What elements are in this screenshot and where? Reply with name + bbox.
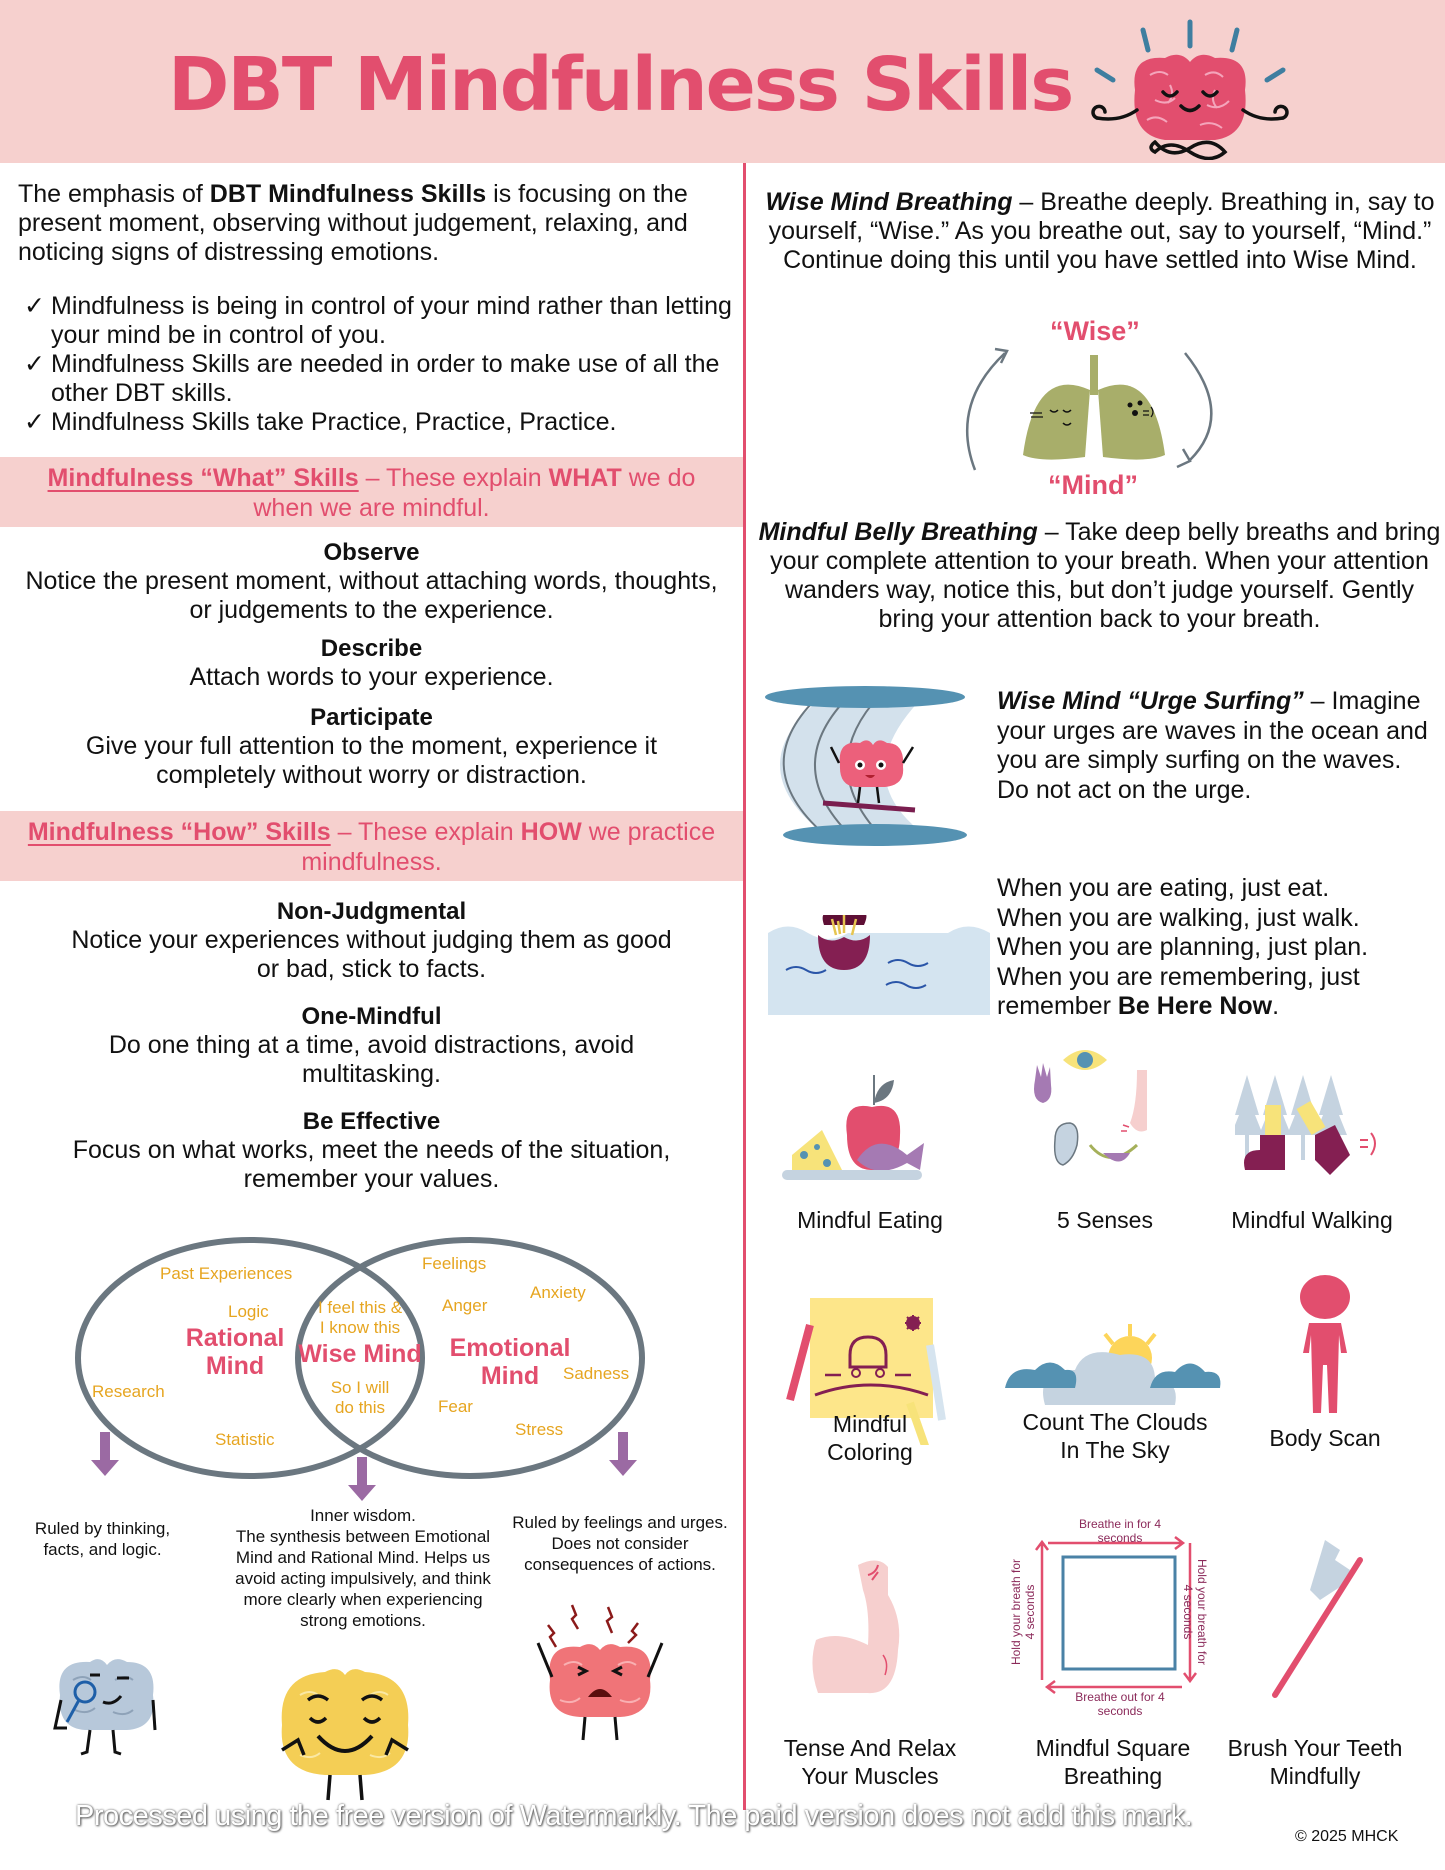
- square-breathing-text: Mindful Square Breathing: [1035, 1735, 1191, 1789]
- wise-bottom-text: [285, 1378, 435, 1418]
- activity-label-mindful-coloring: [775, 1410, 965, 1466]
- be-here-now-prefix: remember: [997, 992, 1118, 1020]
- what-skills-title: Mindfulness “What” Skills: [47, 464, 359, 492]
- intro-bold: DBT Mindfulness Skills: [209, 180, 487, 208]
- five-senses-icon: [1025, 1045, 1175, 1185]
- skill-describe: [20, 634, 723, 692]
- venn-word: Anxiety: [530, 1283, 586, 1302]
- rational-mind-description: Ruled by thinking, facts, and logic.: [34, 1519, 171, 1559]
- count-clouds-text: Count The Clouds In The Sky: [1022, 1409, 1208, 1463]
- skill-one-mindful: [20, 1002, 723, 1089]
- activity-label-five-senses: 5 Senses: [1057, 1207, 1153, 1233]
- wise-mind-breathing-text: [760, 188, 1440, 275]
- list-item: [24, 350, 736, 408]
- checkmark-icon: ✓: [24, 292, 45, 320]
- wise-mind-venn-diagram: [70, 1230, 670, 1490]
- activity-label-brush-teeth: [1220, 1734, 1410, 1790]
- page-title: DBT Mindfulness Skills: [168, 42, 1073, 128]
- square-breathing-right-label: Hold your breath for 4 seconds: [1181, 1558, 1209, 1666]
- venn-word: Sadness: [563, 1364, 630, 1383]
- rational-line1: Rational: [185, 1324, 285, 1352]
- wise-top-text: [285, 1298, 435, 1338]
- square-breathing-top-label: Breathe in for 4 seconds: [1078, 1517, 1162, 1545]
- belly-breathing-text: [758, 518, 1441, 634]
- intro-prefix: The emphasis of: [18, 180, 210, 208]
- skill-participate: [20, 703, 723, 790]
- skill-name: Describe: [320, 635, 423, 662]
- list-item-text: Mindfulness is being in control of your mind rather than letting your mind be in control of you.: [51, 292, 732, 349]
- wise-mind-description: [232, 1505, 494, 1631]
- wise-mind-breathing-title: Wise Mind Breathing: [765, 188, 1013, 216]
- venn-word: Statistic: [215, 1430, 275, 1449]
- skill-desc: Notice the present moment, without attaching words, thoughts, or judgements to the experience.: [25, 567, 718, 624]
- what-skills-middle: – These explain: [358, 464, 549, 492]
- venn-word: Logic: [228, 1302, 269, 1321]
- watermark-text: Processed using the free version of Watermarkly. The paid version does not add this mark.: [75, 1800, 1193, 1832]
- brush-teeth-text: Brush Your Teeth Mindfully: [1227, 1735, 1403, 1789]
- rational-line2: Mind: [205, 1352, 265, 1380]
- upset-brain-icon: [530, 1595, 670, 1745]
- mind-label: “Mind”: [1048, 470, 1138, 500]
- walking-feet-icon: [1235, 1075, 1395, 1185]
- emotional-mind-label: [435, 1334, 585, 1390]
- venn-word: Feelings: [422, 1254, 487, 1273]
- what-skills-suffix: we do when we are mindful.: [253, 464, 696, 522]
- how-skills-bold: HOW: [520, 818, 582, 846]
- belly-breathing-title: Mindful Belly Breathing: [758, 518, 1038, 546]
- wise-desc-line1: Inner wisdom.: [310, 1506, 416, 1525]
- list-item-text: Mindfulness Skills take Practice, Practice, Practice.: [51, 408, 617, 436]
- emotional-mind-description: Ruled by feelings and urges. Does not consider consequences of actions.: [512, 1513, 728, 1574]
- header-banner: [0, 0, 1445, 163]
- activity-label-tense-relax: [765, 1734, 975, 1790]
- arrow-down-icon: [618, 1432, 628, 1462]
- skill-desc: Do one thing at a time, avoid distractions, avoid multitasking.: [108, 1031, 635, 1088]
- activity-label-mindful-walking: Mindful Walking: [1231, 1207, 1393, 1233]
- wise-mind-breathing-body: – Breathe deeply. Breathing in, say to yourself, “Wise.” As you breathe out, say to yourself, “Mind.” Continue doing this until you have settled into Wise Mind.: [768, 188, 1435, 274]
- thinking-brain-icon: [45, 1640, 165, 1760]
- list-item-text: Mindfulness Skills are needed in order to make use of all the other DBT skills.: [51, 350, 720, 407]
- what-skills-banner: [0, 457, 743, 527]
- clouds-sun-icon: [1005, 1320, 1225, 1405]
- be-here-now-suffix: .: [1272, 992, 1280, 1020]
- arrow-down-icon: [100, 1432, 110, 1462]
- venn-word: Fear: [438, 1397, 473, 1416]
- food-plate-icon: [782, 1075, 932, 1185]
- venn-word: Past Experiences: [160, 1264, 293, 1283]
- what-skills-bold: WHAT: [548, 464, 622, 492]
- lotus-on-water-icon: [768, 915, 990, 1015]
- venn-word: Anger: [442, 1296, 488, 1315]
- how-skills-title: Mindfulness “How” Skills: [27, 818, 331, 846]
- list-item: [24, 292, 736, 350]
- emotional-line1: Emotional: [449, 1334, 571, 1362]
- be-here-now-line: When you are eating, just eat.: [997, 874, 1330, 902]
- skill-name: Be Effective: [302, 1108, 441, 1135]
- flexed-arm-icon: [808, 1555, 948, 1705]
- square-breathing-left-label: Hold your breath for 4 seconds: [1009, 1558, 1037, 1666]
- lungs-icon: [945, 345, 1245, 485]
- venn-word: Stress: [515, 1420, 564, 1439]
- meditating-brain-icon: [1075, 10, 1305, 160]
- mindful-coloring-text: Mindful Coloring: [827, 1411, 913, 1465]
- list-item: [24, 408, 736, 437]
- skill-desc: Give your full attention to the moment, experience it completely without worry or distraction.: [85, 732, 658, 789]
- skill-observe: [20, 538, 723, 625]
- wise-top-line2: I know this: [319, 1318, 401, 1337]
- skill-name: Non-Judgmental: [276, 898, 467, 925]
- be-here-now-line: When you are remembering, just: [997, 962, 1360, 991]
- be-here-now-bold: Be Here Now: [1117, 992, 1273, 1020]
- emotional-line2: Mind: [480, 1362, 540, 1390]
- wise-label: “Wise”: [1050, 316, 1140, 346]
- be-here-now-line: When you are walking, just walk.: [997, 903, 1360, 932]
- square-breathing-bottom-label: Breathe out for 4 seconds: [1075, 1690, 1165, 1718]
- how-skills-suffix: we practice mindfulness.: [301, 818, 716, 876]
- checkmark-icon: ✓: [24, 408, 45, 436]
- how-skills-middle: – These explain: [330, 818, 521, 846]
- body-figure-icon: [1295, 1275, 1355, 1415]
- key-points-list: [24, 292, 736, 437]
- checkmark-icon: ✓: [24, 350, 45, 378]
- skill-be-effective: [20, 1107, 723, 1194]
- activity-label-count-clouds: [1005, 1408, 1225, 1464]
- copyright-text: © 2025 MHCK: [1295, 1828, 1399, 1845]
- be-here-now-line: When you are planning, just plan.: [997, 933, 1369, 961]
- belly-breathing-body: – Take deep belly breaths and bring your complete attention to your breath. When your attention wanders way, notice this, but don’t judge yourself. Gently bring your attention back to your breath.: [770, 518, 1441, 633]
- tense-relax-text: Tense And Relax Your Muscles: [783, 1735, 957, 1789]
- skill-name: Observe: [323, 539, 420, 566]
- how-skills-banner: [0, 811, 743, 881]
- be-here-now-text: [997, 874, 1437, 1022]
- toothbrush-icon: [1265, 1535, 1385, 1705]
- arrow-down-icon: [357, 1457, 367, 1487]
- activity-label-mindful-eating: Mindful Eating: [797, 1207, 943, 1233]
- wise-mind-label: Wise Mind: [298, 1340, 422, 1368]
- calm-brain-icon: [270, 1660, 420, 1805]
- skill-name: Participate: [310, 704, 433, 731]
- venn-word: Research: [92, 1382, 165, 1401]
- skill-desc: Notice your experiences without judging them as good or bad, stick to facts.: [71, 926, 672, 983]
- intro-suffix: is focusing on the present moment, observing without judgement, relaxing, and noticing signs of distressing emotions.: [18, 180, 688, 266]
- urge-surfing-title: Wise Mind “Urge Surfing”: [997, 687, 1304, 715]
- wise-bottom-line1: So I will: [330, 1378, 390, 1397]
- urge-surfing-body: – Imagine your urges are waves in the ocean and you are simply surfing on the waves. Do not act on the urge.: [997, 687, 1428, 804]
- activity-label-square-breathing: [1008, 1734, 1218, 1790]
- skill-non-judgmental: [20, 897, 723, 984]
- skill-name: One-Mindful: [301, 1003, 442, 1030]
- column-divider: [743, 163, 746, 1810]
- wise-desc-rest: The synthesis between Emotional Mind and Rational Mind. Helps us avoid acting impulsively, and think more clearly when experiencing strong emotions.: [235, 1527, 491, 1630]
- intro-paragraph: [18, 180, 738, 267]
- activity-label-body-scan: Body Scan: [1269, 1425, 1381, 1451]
- skill-desc: Attach words to your experience.: [189, 663, 554, 691]
- wise-top-line1: I feel this &: [317, 1298, 403, 1317]
- surfing-brain-icon: [765, 685, 975, 850]
- urge-surfing-text: [997, 687, 1437, 805]
- skill-desc: Focus on what works, meet the needs of the situation, remember your values.: [72, 1136, 671, 1193]
- wise-bottom-line2: do this: [334, 1398, 386, 1417]
